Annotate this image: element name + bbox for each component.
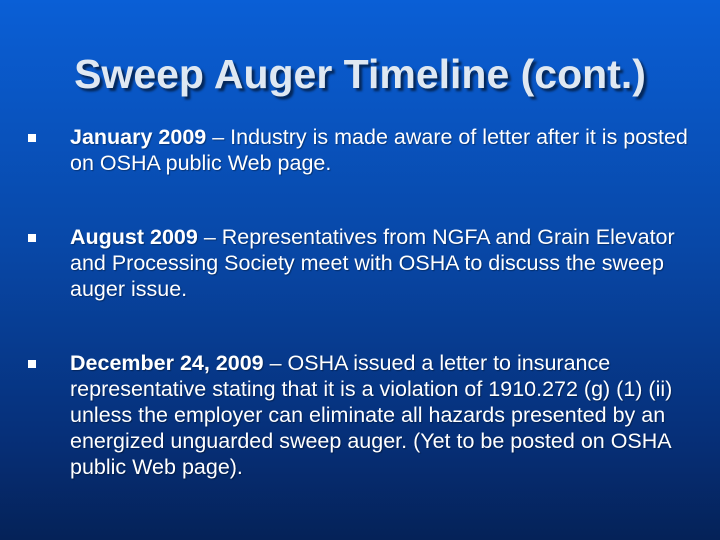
bullet-item-december-2009 — [24, 350, 694, 480]
bullet-item-august-2009 — [24, 224, 694, 302]
square-bullet-icon — [28, 134, 36, 142]
bullet-item-january-2009 — [24, 124, 694, 176]
square-bullet-icon — [28, 360, 36, 368]
square-bullet-icon — [28, 234, 36, 242]
bullet-date: December 24, 2009 — [70, 351, 264, 375]
bullet-text: – Representatives from NGFA and Grain Elevator and Processing Society meet with OSHA to discuss the sweep auger issue. — [70, 225, 675, 301]
bullet-date: January 2009 — [70, 125, 207, 149]
bullet-text: – OSHA issued a letter to insurance representative stating that it is a violation of 1910.272 (g) (1) (ii) unless the employer can eliminate all hazards presented by an energized unguarded sweep auger. (Yet to be posted on OSHA public Web page). — [70, 351, 673, 479]
slide-title: Sweep Auger Timeline (cont.) — [74, 51, 646, 97]
bullet-text: – Industry is made aware of letter after it is posted on OSHA public Web page. — [70, 125, 688, 175]
bullet-date: August 2009 — [70, 225, 198, 249]
bullet-list — [24, 124, 694, 480]
